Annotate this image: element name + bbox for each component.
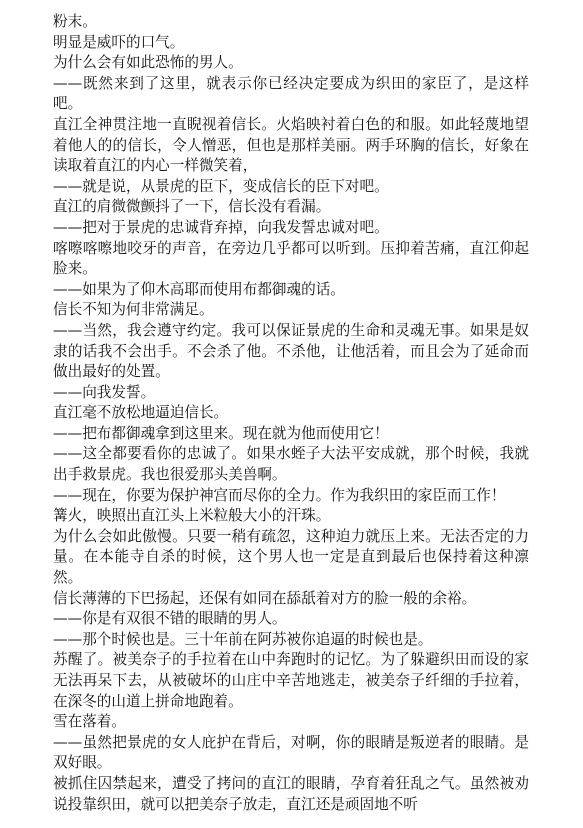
paragraph: ——把布都御魂拿到这里来。现在就为他而使用它！ xyxy=(53,424,389,442)
paragraph: 为什么会有如此恐怖的男人。 xyxy=(53,54,243,72)
paragraph: ——现在，你要为保护神宫而尽你的全力。作为我织田的家臣而工作！ xyxy=(53,486,506,504)
paragraph: ——那个时候也是。三十年前在阿苏被你追逼的时候也是。 xyxy=(53,630,433,648)
paragraph: 粉末。 xyxy=(53,13,97,30)
paragraph: 直江全神贯注地一直睨视着信长。火焰映衬着白色的和服。如此轻蔑地望着他人的的信长，令人憎恶，但也是那样美丽。两手环胸的信长，好象在读取着直江的内心一样微笑着， xyxy=(53,115,529,175)
paragraph: 苏醒了。被美奈子的手拉着在山中奔跑时的记忆。为了躲避织田而设的家无法再呆下去，从被破坏的山庄中辛苦地逃走，被美奈子纤细的手拉着，在深冬的山道上拼命地跑着。 xyxy=(53,651,529,710)
paragraph: ——就是说，从景虎的臣下，变成信长的臣下对吧。 xyxy=(53,177,389,195)
paragraph: ——如果为了仰木高耶而使用布都御魂的话。 xyxy=(53,280,345,298)
paragraph: 喀嚓喀嚓地咬牙的声音，在旁边几乎都可以听到。压抑着苦痛，直江仰起脸来。 xyxy=(53,239,529,278)
paragraph: ——向我发誓。 xyxy=(53,383,156,401)
paragraph: 明显是威吓的口气。 xyxy=(53,33,185,51)
paragraph: 直江的肩微微颤抖了一下，信长没有看漏。 xyxy=(53,198,331,216)
paragraph: ——既然来到了这里，就表示你已经决定要成为织田的家臣了，是这样吧。 xyxy=(53,74,529,113)
paragraph: ——你是有双很不错的眼睛的男人。 xyxy=(53,610,287,628)
paragraph: 直江毫不放松地逼迫信长。 xyxy=(53,404,229,422)
paragraph: ——当然，我会遵守约定。我可以保证景虎的生命和灵魂无事。如果是奴隶的话我不会出手。不会杀了他。不杀他，让他活着，而且会为了延命而做出最好的处置。 xyxy=(53,321,529,381)
paragraph: 雪在落着。 xyxy=(53,713,126,731)
paragraph: 篝火，映照出直江头上米粒般大小的汗珠。 xyxy=(53,507,331,525)
paragraph: 信长薄薄的下巴扬起，还保有如同在舔舐着对方的脸一般的余裕。 xyxy=(53,589,477,607)
paragraph: 被抓住囚禁起来，遭受了拷问的直江的眼睛，孕育着狂乱之气。虽然被劝说投靠织田，就可以把美奈子放走，直江还是顽固地不听 xyxy=(53,774,529,813)
paragraph: ——虽然把景虎的女人庇护在背后，对啊，你的眼睛是叛逆者的眼睛。是双好眼。 xyxy=(53,733,529,772)
paragraph: ——把对于景虎的忠诚背弃掉，向我发誓忠诚对吧。 xyxy=(53,218,389,236)
paragraph: 信长不知为何非常满足。 xyxy=(53,301,214,319)
paragraph: 为什么会如此傲慢。只要一稍有疏忽，这种迫力就压上来。无法否定的力量。在本能寺自杀的时候，这个男人也一定是直到最后也保持着这种凛然。 xyxy=(53,527,529,587)
paragraph: ——这全都要看你的忠诚了。如果水蛭子大法平安成就，那个时候，我就出手救景虎。我也很爱那头美兽啊。 xyxy=(53,445,529,484)
